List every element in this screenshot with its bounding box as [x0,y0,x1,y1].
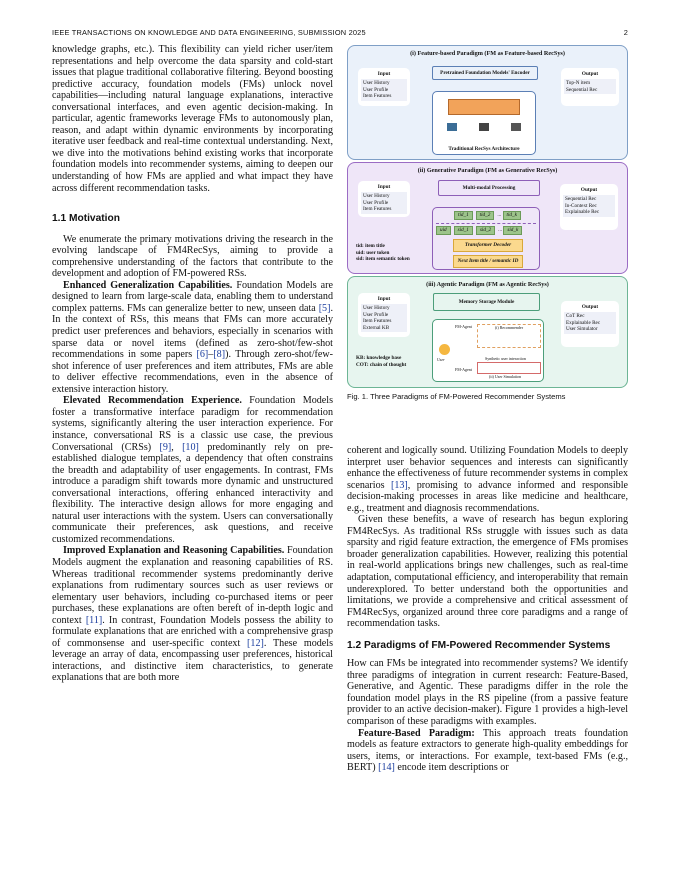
paragraph [52,545,333,684]
text: Foundation Models foster a transformative interface paradigm for recommendation systems, significantly altering the user interaction experience. For instance, conversational RS is a classic use case, the previous Conversational (CRSs) [52,395,334,453]
paragraph: knowledge graphs, etc.). This flexibility can yield richer user/item representations and help overcome the data sparsity and cold-start issues that plague traditional collaborative filtering. Beyond boosting predictive accuracy, foundation models (FMs) unlock novel capabilities—including natural language explanations, interactive conversational interfaces, and even agentic decision-making. In particular, agentic frameworks leverage FMs to autonomously plan, reason, and adapt within dynamic environments by incorporating iterative user feedback and real-time contextual understanding. Next, we dive into the motivations behind existing works that incorporate foundation models into recommender systems, aiming to deepen our understanding of how FMs are applied and what impact they have across different recommendation tasks. [52,44,333,194]
input-item: User History [363,193,390,199]
recsys-architecture [432,91,536,155]
legend-item: COT: chain of thought [356,361,407,368]
agentic-panel [347,276,628,388]
citation-link[interactable]: [11] [85,614,103,626]
text: ). Through zero-shot/few-shot inference of user preferences and item attributes, FMs are able to deliver effective recommendations, even in the absence of extensive interaction history. [52,349,333,395]
synthetic-label: Synthetic user interaction [485,356,526,361]
input-box [358,181,410,217]
legend-item: KB: knowledge base [356,355,402,361]
arch-label: Traditional RecSys Architecture [448,146,520,152]
panel-title: (ii) Generative Paradigm (FM as Generative RecSys) [417,167,558,174]
item-icons [436,123,532,131]
input-item: Item Features [363,206,392,213]
citation-link[interactable]: [13] [390,479,408,491]
recommender-box: (i) Recommender [477,324,541,348]
token: sid_1 [454,226,473,235]
paragraph: Given these benefits, a wave of research has begun exploring FM4RecSys. As traditional RSs struggle with issues such as data sparsity and rigid feature extraction, the emergence of FMs promises broader generalization capabilities. However, realizing this potential in real-world applications brings new challenges, such as real-time adaptation, computational efficiency, and interoperability that remain underexplored. To better understand both the opportunities and limitations, we provide a comprehensive and critical assessment of FM4RecSys, organized around three core paradigms and a range of recommendation tasks. [347,514,628,630]
simulation-items-icon [477,362,541,374]
legend [356,355,406,368]
token: uid [436,226,451,235]
citation-link[interactable]: [6] [196,349,209,361]
text: Foundation Models are designed to learn from large-scale data, enabling them to understand complex patterns. FMs can generalize better to new, unseen data [52,279,333,314]
input-item: User History [363,80,390,86]
simulation-label: (ii) User Simulation [489,374,521,379]
token: tid_k [503,211,521,220]
input-item: User Profile [363,311,389,318]
transformer-decoder-box: Transformer Decoder [453,239,523,252]
legend [356,243,410,263]
output-label: Output [581,71,599,77]
text: Foundation Models augment the explanation and reasoning capabilities of RS. Whereas traditional recommender systems predominantly derive explanations from rudimentary sources such as user reviews or elementary user behaviors, including co-purchased items or peer purchases, these explanations are often bereft of in-depth logic and context [52,545,333,626]
encoder-box: Pretrained Foundation Models' Encoder [432,66,538,80]
output-item: CoT Rec [566,313,585,319]
paragraph [347,728,628,774]
right-column [347,445,628,774]
text: coherent and logically sound. Utilizing Foundation Models to deeply interpret user behavior sequences and interests can significantly enhance the effectiveness of future recommender systems in complex scenarios [347,445,628,491]
token-row-bottom [436,223,536,235]
text: predominantly rely on pre-established dialogue templates, a dependency that often constrains the breadth and adaptability of user engagements. In contrast, FMs introduce a paradigm shift towards more dynamic and unstructured conversational interactions, offering enhanced interactivity and flexibility. The interactive design allows for more engaging and natural user interactions with the system. Users can conversationally communicate their preferences, ask questions, and receive customized recommendations. [52,441,334,545]
figure-1 [347,45,628,387]
multimodal-processing-box: Multi-modal Processing [438,180,540,196]
input-item: Item Features [363,93,392,100]
page-number: 2 [623,28,628,37]
text: . These models leverage an array of data, encompassing user preferences, historical interactions, and distinctive item characteristics, to generate explanations that are both more [52,637,333,684]
citation-link[interactable]: [5] [318,302,331,314]
left-column [52,44,333,684]
paragraph: We enumerate the primary motivations driving the research in the evolving landscape of FM4RecSys, aiming to provide a comprehensive understanding of the factors that contribute to the development and adoption of FM-powered RSs. [52,233,333,280]
citation-link[interactable]: [9] [159,441,172,453]
input-box [358,293,410,337]
section-heading: 1.2 Paradigms of FM-Powered Recommender Systems [347,639,611,651]
fm-agent-label: FM-Agent [455,324,472,329]
input-item: Item Features [363,318,392,325]
output-box [561,68,619,106]
text: This approach treats foundation models as feature extractors to generate high-quality embeddings for users, items, or interactions. For example, text-based FMs (e.g., BERT) [347,727,628,774]
text: encode item descriptions or [394,762,509,774]
input-label: Input [377,71,391,77]
citation-link[interactable]: [12] [247,637,264,649]
panel-title: (i) Feature-based Paradigm (FM as Feature-based RecSys) [410,50,565,57]
text: . In the context of RSs, this means that FMs can more accurately predict user preferences and behaviors, especially in scenarios with sparse data or novel items (defined as zero-shot/few-shot recommendations in some papers [52,302,333,361]
input-box [358,68,410,106]
token: sid_k [503,226,522,235]
feature-based-panel [347,45,628,160]
paragraph-heading: Feature-Based Paradigm: [358,727,475,739]
output-item: In-Context Rec [565,202,597,209]
paragraph [347,445,628,514]
output-item: Explainable Rec [565,209,600,216]
input-item: User Profile [363,199,389,206]
citation-link[interactable]: [8] [213,349,226,361]
figure-caption: Fig. 1. Three Paradigms of FM-Powered Recommender Systems [347,392,566,401]
token: tid_2 [476,211,495,220]
user-avatar-icon [439,344,450,355]
input-item: User Profile [363,86,389,93]
agent-box [432,319,544,382]
fm-agent-label: FM-Agent [455,367,472,372]
citation-link[interactable]: [14] [378,762,395,774]
legend-item: tid: item title [356,243,385,249]
output-box [561,301,619,347]
running-header [52,28,628,37]
token: tid_1 [454,211,473,220]
input-item: User History [363,305,390,311]
network-diagram-icon [448,99,520,115]
generative-panel [347,162,628,274]
input-label: Input [377,296,391,302]
journal-title: IEEE TRANSACTIONS ON KNOWLEDGE AND DATA ENGINEERING, SUBMISSION 2025 [52,28,366,37]
output-item: User Simulator [566,326,598,333]
generative-model-box [432,207,540,270]
text: – [208,349,214,361]
output-item: Sequential Rec [566,86,598,93]
paragraph-heading: Elevated Recommendation Experience. [63,395,242,407]
token-row-top [436,211,536,220]
panel-title: (iii) Agentic Paradigm (FM as Agentic RecSys) [426,281,549,288]
citation-link[interactable]: [10] [182,441,199,453]
output-label: Output [581,304,599,310]
output-item: Explainable Rec [566,319,601,326]
ellipsis: ... [498,227,503,233]
paragraph [52,395,333,545]
text: , promising to advance informed and responsible decision-making processes in areas like medicine and healthcare, e.g., treatment and diagnosis recommendations. [347,479,628,514]
output-item: Sequential Rec [565,196,597,202]
text: , [171,441,183,453]
paragraph-heading: Improved Explanation and Reasoning Capabilities. [63,545,285,557]
paragraph-heading: Enhanced Generalization Capabilities. [63,279,233,291]
input-label: Input [377,184,391,190]
ellipsis: ... [497,212,502,218]
section-heading: 1.1 Motivation [52,213,120,225]
memory-storage-box: Memory Storage Module [433,293,540,311]
next-item-box: Next Item title / semantic ID [453,255,523,268]
legend-item: sid: item semantic token [356,256,410,262]
output-item: Top-N item [566,80,590,86]
paragraph: How can FMs be integrated into recommender systems? We identify three paradigms of integration in current research: Feature-Based, Generative, and Agentic. These paradigms differ in the role the foundation model plays in the RS pipeline (from a passive feature provider to an active decision-maker). Figure 1 provides a high-level comparison of these paradigms with examples. [347,658,628,728]
paragraph [52,280,333,395]
user-label: User [437,357,445,362]
text: . In contrast, Foundation Models possess the ability to formulate explanations that are enriched with a comprehensive grasp of commonsense and user-specific context [52,614,333,649]
legend-item: uid: user token [356,249,390,256]
output-label: Output [580,187,598,193]
token: sid_2 [476,226,495,235]
output-box [560,184,618,230]
input-item: External KB [363,324,390,331]
